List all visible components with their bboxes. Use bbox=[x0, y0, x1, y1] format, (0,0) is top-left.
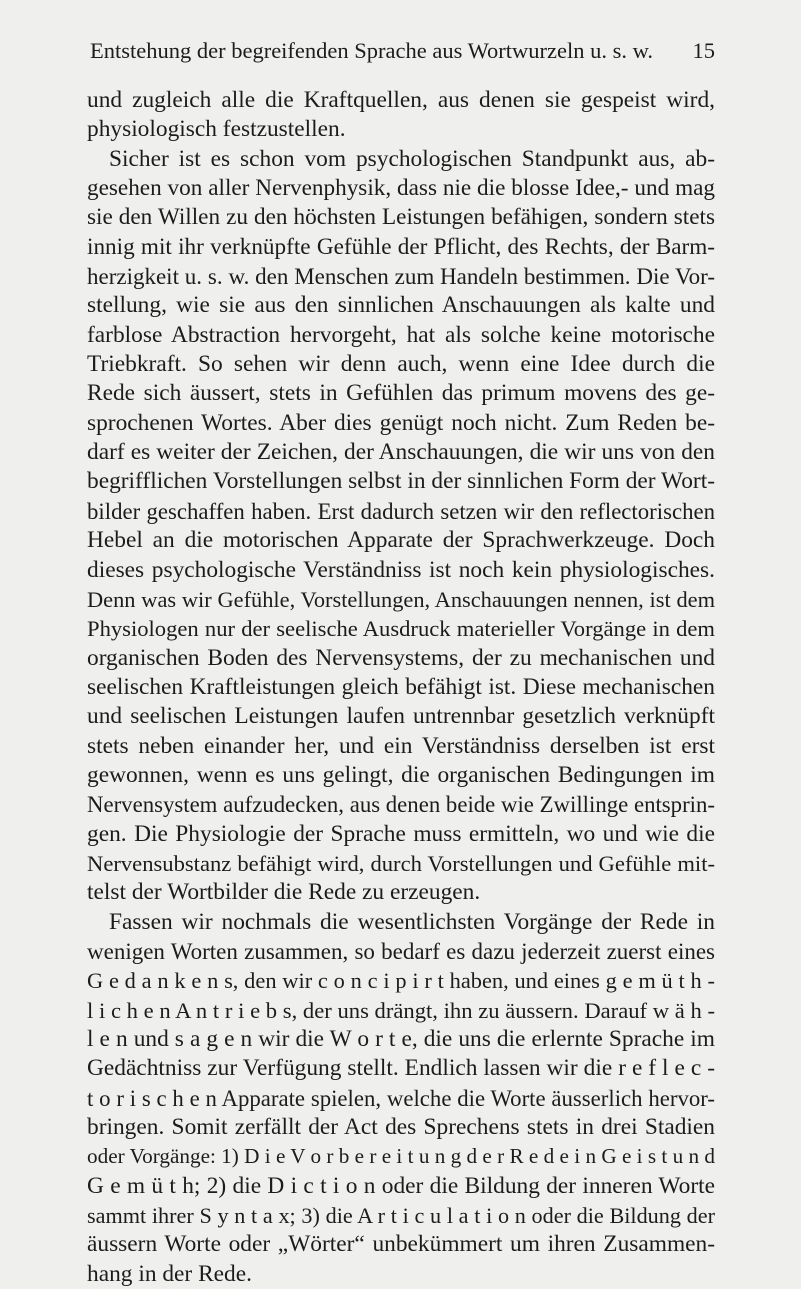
text-line: Hebel an die motorischen Apparate der Sprachwerkzeuge. Doch bbox=[87, 527, 715, 554]
text-line: l e n und s a g e n wir die W o r t e, die uns die erlernte Sprache im bbox=[87, 1026, 715, 1052]
text-line: äussern Worte oder „Wörter“ unbekümmert um ihren Zusammen- bbox=[87, 1231, 715, 1258]
page-number: 15 bbox=[692, 38, 715, 63]
text-line: Fassen wir nochmals die wesentlichsten Vorgänge der Rede in bbox=[109, 908, 715, 935]
running-title: Entstehung der begreifenden Sprache aus Wortwurzeln u. s. w. bbox=[90, 38, 654, 63]
text-line: Physiologen nur der seelische Ausdruck materieller Vorgänge in dem bbox=[87, 616, 715, 642]
text-line: darf es weiter der Zeichen, der Anschauungen, die wir uns von den bbox=[87, 439, 715, 466]
text-line: hang in der Rede. bbox=[87, 1260, 252, 1287]
text-line: G e d a n k e n s, den wir c o n c i p i r t haben, und eines g e m ü t h - bbox=[87, 968, 715, 994]
text-line: l i c h e n A n t r i e b s, der uns drängt, ihn zu äussern. Darauf w ä h - bbox=[87, 997, 715, 1023]
text-line: Triebkraft. So sehen wir denn auch, wenn eine Idee durch die bbox=[87, 351, 715, 378]
text-line: gen. Die Physiologie der Sprache muss ermitteln, wo und wie die bbox=[87, 820, 715, 847]
text-line: bringen. Somit zerfällt der Act des Sprechens stets in drei Stadien bbox=[87, 1114, 715, 1141]
text-line: G e m ü t h; 2) die D i c t i o n oder die Bildung der inneren Worte bbox=[87, 1172, 715, 1199]
text-line: herzigkeit u. s. w. den Menschen zum Handeln bestimmen. Die Vor- bbox=[87, 264, 715, 290]
text-line: und seelischen Leistungen laufen untrennbar gesetzlich verknüpft bbox=[87, 703, 715, 730]
body-text bbox=[87, 86, 715, 1289]
text-line: farblose Abstraction hervorgeht, hat als solche keine motorische bbox=[87, 321, 715, 348]
text-line: organischen Boden des Nervensystems, der zu mechanischen und bbox=[87, 644, 715, 671]
text-line: Gedächtniss zur Verfügung stellt. Endlich lassen wir die r e f l e c - bbox=[87, 1055, 715, 1082]
text-line: Nervensubstanz befähigt wird, durch Vorstellungen und Gefühle mit- bbox=[87, 850, 715, 876]
text-line: oder Vorgänge: 1) D i e V o r b e r e i t u n g d e r R e d e i n G e i s t u n d bbox=[87, 1144, 715, 1169]
text-line: t o r i s c h e n Apparate spielen, welche die Worte äusserlich hervor- bbox=[87, 1085, 715, 1111]
text-line: stellung, wie sie aus den sinnlichen Anschauungen als kalte und bbox=[87, 292, 715, 319]
text-line: Nervensystem aufzudecken, aus denen beide wie Zwillinge entsprin- bbox=[87, 792, 715, 818]
text-line: dieses psychologische Verständniss ist noch kein physiologisches. bbox=[87, 556, 715, 583]
text-line: telst der Wortbilder die Rede zu erzeugen. bbox=[87, 879, 481, 906]
text-line: gesehen von aller Nervenphysik, dass nie die blosse Idee,- und mag bbox=[87, 175, 715, 202]
running-header bbox=[0, 38, 801, 68]
text-line: Denn was wir Gefühle, Vorstellungen, Anschauungen nennen, ist dem bbox=[87, 586, 715, 612]
text-line: gewonnen, wenn es uns gelingt, die organischen Bedingungen im bbox=[87, 761, 715, 788]
text-line: seelischen Kraftleistungen gleich befähigt ist. Diese mechanischen bbox=[87, 673, 715, 700]
text-line: sammt ihrer S y n t a x; 3) die A r t i c u l a t i o n oder die Bildung der bbox=[87, 1203, 715, 1229]
text-line: sprochenen Wortes. Aber dies genügt noch nicht. Zum Reden be- bbox=[87, 409, 715, 436]
text-line: bilder geschaffen haben. Erst dadurch setzen wir den reflectorischen bbox=[87, 498, 715, 524]
text-line: Sicher ist es schon vom psychologischen Standpunkt aus, ab- bbox=[109, 145, 715, 172]
text-line: wenigen Worten zusammen, so bedarf es dazu jederzeit zuerst eines bbox=[87, 938, 715, 964]
text-line: Rede sich äussert, stets in Gefühlen das primum movens des ge- bbox=[87, 380, 715, 407]
text-line: innig mit ihr verknüpfte Gefühle der Pflicht, des Rechts, der Barm- bbox=[87, 233, 715, 260]
text-line: stets neben einander her, und ein Verständniss derselben ist erst bbox=[87, 732, 715, 759]
text-line: und zugleich alle die Kraftquellen, aus denen sie gespeist wird, bbox=[87, 87, 715, 113]
text-line: physiologisch festzustellen. bbox=[87, 116, 346, 143]
text-line: sie den Willen zu den höchsten Leistungen befähigen, sondern stets bbox=[87, 204, 715, 231]
text-line: begrifflichen Vorstellungen selbst in der sinnlichen Form der Wort- bbox=[87, 468, 715, 495]
